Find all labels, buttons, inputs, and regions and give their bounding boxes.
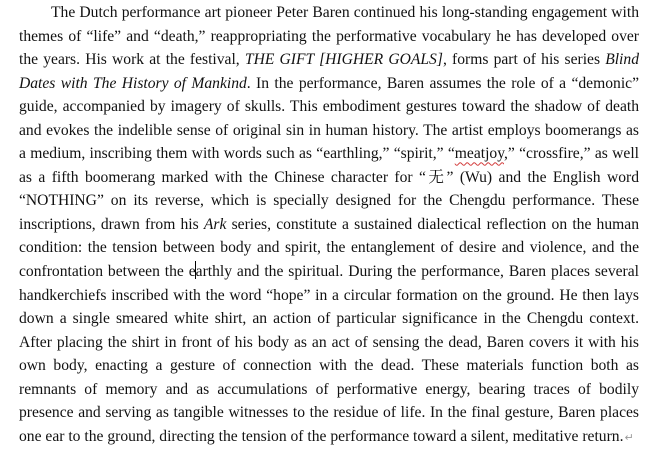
text-run: The Dutch performance art pioneer Peter Baren continued his long-standing engagement with themes of “life” and “death,” reappropriating the performative vocabulary he has developed over the years. His work at the festival, <box>19 4 639 69</box>
ark-series-title: Ark <box>203 215 227 233</box>
series-title: Blind Dates with The History of Mankind <box>19 51 639 92</box>
work-title: THE GIFT [HIGHER GOALS] <box>244 51 443 69</box>
body-paragraph[interactable] <box>19 1 639 449</box>
text-run: ,” “crossfire,” as well as a fifth boomerang marked with the Chinese character for “无” (Wu) and the English word “NOTHING” on its reverse, which is specially designed for the Chengdu performance. These inscriptions, drawn from his <box>19 145 639 233</box>
text-run: . In the performance, Baren assumes the role of a “demonic” guide, accompanied by imagery of skulls. This embodiment gestures toward the shadow of death and evokes the indelible sense of original sin in human history. The artist employs boomerangs as a medium, inscribing them with words such as “earthling,” “spirit,” “ <box>19 74 639 163</box>
text-run: series, constitute a sustained dialectical reflection on the human condition: the tension between body and spirit, the entanglement of desire and violence, and the confrontation between the e <box>19 215 639 281</box>
spellcheck-flagged-word[interactable]: meatjoy <box>454 145 504 163</box>
text-run: , forms part of his series <box>442 51 606 69</box>
text-run: arthly and the spiritual. During the performance, Baren places several handkerchiefs inscribed with the word “hope” in a circular formation on the ground. He then lays down a single smeared white shirt, an action of particular significance in the Chengdu context. After placing the shirt in front of his body as an act of sensing the dead, Baren covers it with his own body, enacting a gesture of connection with the dead. These materials function both as remnants of memory and as accumulations of performative energy, bearing traces of bodily presence and serving as tangible witnesses to the residue of life. In the final gesture, Baren places one ear to the ground, directing the tension of the performance toward a silent, meditative return. <box>19 263 639 445</box>
paragraph-mark-icon: ↵ <box>624 430 634 444</box>
